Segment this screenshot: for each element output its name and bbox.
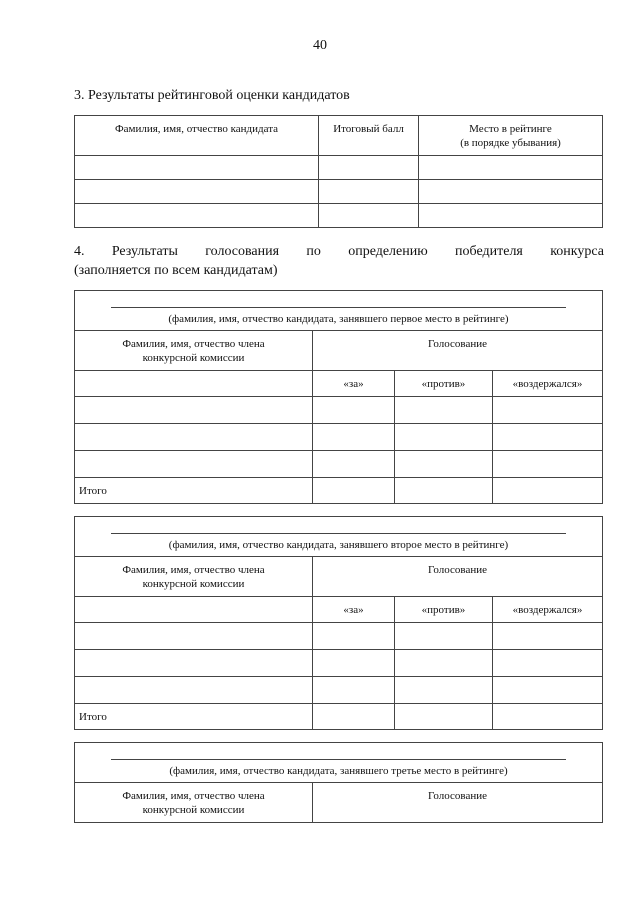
- table-row: [75, 623, 603, 650]
- header-final-score: Итоговый балл: [319, 116, 419, 156]
- candidate-name-field: [75, 517, 603, 557]
- col-abstain: «воздержался»: [493, 597, 603, 623]
- header-member-line1: Фамилия, имя, отчество члена: [122, 564, 265, 576]
- section-4-title: [74, 242, 604, 280]
- vote-table-second-place: [74, 516, 603, 730]
- section-4-word: 4.: [74, 244, 85, 259]
- header-voting: Голосование: [313, 557, 603, 597]
- col-against: «против»: [395, 371, 493, 397]
- header-member-line2: конкурсной комиссии: [142, 578, 245, 590]
- header-rank-line2: (в порядке убывания): [460, 137, 561, 149]
- candidate-caption: (фамилия, имя, отчество кандидата, занявшего первое место в рейтинге): [168, 313, 509, 325]
- page-number: 40: [313, 38, 327, 53]
- section-4-word: определению: [348, 244, 428, 259]
- header-rank: [419, 116, 603, 156]
- header-voting: Голосование: [313, 331, 603, 371]
- col-abstain: «воздержался»: [493, 371, 603, 397]
- section-4-word: победителя: [455, 244, 523, 259]
- table-row: [75, 397, 603, 424]
- table-row: [75, 677, 603, 704]
- candidate-caption: (фамилия, имя, отчество кандидата, занявшего второе место в рейтинге): [168, 539, 509, 551]
- signature-line: [111, 307, 566, 308]
- vote-table-first-place: [74, 290, 603, 504]
- section-3-title: 3. Результаты рейтинговой оценки кандидатов: [74, 88, 350, 103]
- signature-line: [111, 533, 566, 534]
- candidate-caption: (фамилия, имя, отчество кандидата, занявшего третье место в рейтинге): [169, 765, 508, 777]
- candidate-name-field: [75, 291, 603, 331]
- header-voting: Голосование: [313, 783, 603, 823]
- col-for: «за»: [313, 597, 395, 623]
- candidate-name-field: [75, 743, 603, 783]
- section-4-word: конкурса: [550, 244, 604, 259]
- col-for: «за»: [313, 371, 395, 397]
- section-4-word: голосования: [205, 244, 280, 259]
- header-member-line2: конкурсной комиссии: [142, 804, 245, 816]
- section-4-subtitle: (заполняется по всем кандидатам): [74, 263, 278, 278]
- table-row: [75, 204, 603, 228]
- rating-table: [74, 115, 603, 228]
- header-member-line1: Фамилия, имя, отчество члена: [122, 338, 265, 350]
- header-member-line1: Фамилия, имя, отчество члена: [122, 790, 265, 802]
- table-row: [75, 451, 603, 478]
- vote-table-third-place: [74, 742, 603, 823]
- table-row: [75, 650, 603, 677]
- header-rank-line1: Место в рейтинге: [469, 123, 552, 135]
- section-4-word: Результаты: [111, 244, 178, 259]
- header-member-name: [75, 331, 313, 371]
- section-4-word: по: [306, 244, 321, 259]
- table-row: [75, 180, 603, 204]
- header-member-name: [75, 557, 313, 597]
- header-candidate-name: Фамилия, имя, отчество кандидата: [75, 116, 319, 156]
- table-row: [75, 156, 603, 180]
- header-member-line2: конкурсной комиссии: [142, 352, 245, 364]
- table-row: [75, 424, 603, 451]
- total-label: Итого: [75, 478, 313, 504]
- total-label: Итого: [75, 704, 313, 730]
- col-against: «против»: [395, 597, 493, 623]
- signature-line: [111, 759, 566, 760]
- header-member-name: [75, 783, 313, 823]
